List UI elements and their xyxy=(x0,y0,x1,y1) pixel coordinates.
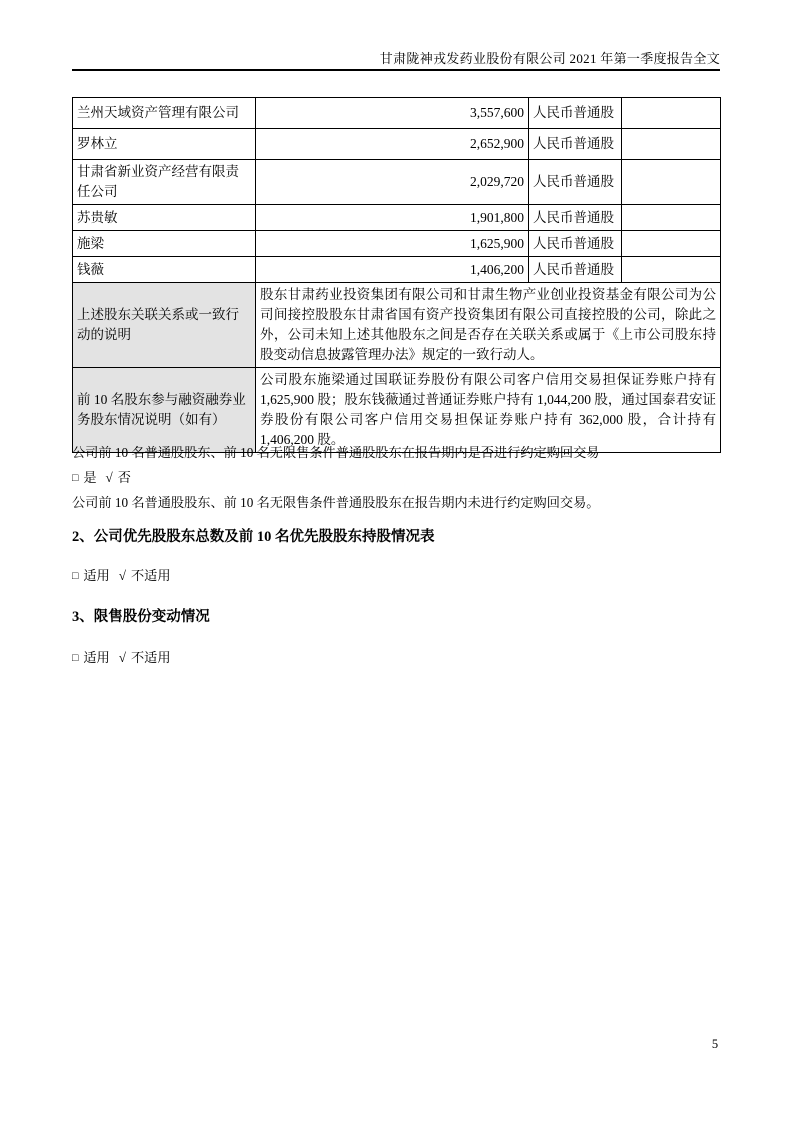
section-2-heading: 2、公司优先股股东总数及前 10 名优先股股东持股情况表 xyxy=(72,529,435,545)
empty-cell xyxy=(622,160,721,205)
shares-count-cell: 2,029,720 xyxy=(256,160,529,205)
shares-count-cell: 1,625,900 xyxy=(256,231,529,257)
section-2-applicability xyxy=(72,567,720,586)
note-content-cell: 公司股东施梁通过国联证券股份有限公司客户信用交易担保证券账户持有 1,625,900 股；股东钱薇通过普通证券账户持有 1,044,200 股，通过国泰君安证券股份有限公司客户信用交易担保证券账户持有 362,000 股，合计持有 1,406,200 股。 xyxy=(256,368,721,453)
document-header xyxy=(72,50,720,67)
note-row-relationship xyxy=(73,283,721,368)
note-label-cell: 前 10 名股东参与融资融券业务股东情况说明（如有） xyxy=(73,368,256,453)
shareholder-name-cell: 施梁 xyxy=(73,231,256,257)
buyback-statement: 公司前 10 名普通股股东、前 10 名无限售条件普通股股东在报告期内未进行约定购回交易。 xyxy=(72,495,600,510)
shares-count-cell: 1,406,200 xyxy=(256,257,529,283)
empty-cell xyxy=(622,98,721,129)
option-yes-label: 是 xyxy=(83,470,97,485)
share-type-cell: 人民币普通股 xyxy=(529,98,622,129)
table-row xyxy=(73,98,721,129)
share-type-cell: 人民币普通股 xyxy=(529,205,622,231)
option-apply-label: 适用 xyxy=(83,650,110,665)
share-type-cell: 人民币普通股 xyxy=(529,257,622,283)
option-no-label: 否 xyxy=(117,470,131,485)
buyback-question: 公司前 10 名普通股股东、前 10 名无限售条件普通股股东在报告期内是否进行约定购回交易 xyxy=(72,445,600,460)
shares-count-cell: 2,652,900 xyxy=(256,129,529,160)
checkbox-unchecked-icon: □ xyxy=(72,653,79,664)
table-row xyxy=(73,129,721,160)
shareholder-name-cell: 罗林立 xyxy=(73,129,256,160)
note-row-margin-trading xyxy=(73,368,721,453)
share-type-cell: 人民币普通股 xyxy=(529,160,622,205)
checkbox-unchecked-icon: □ xyxy=(72,473,79,484)
option-not-apply-label: 不适用 xyxy=(130,568,171,583)
header-divider xyxy=(72,69,720,71)
shares-count-cell: 3,557,600 xyxy=(256,98,529,129)
section-3-applicability xyxy=(72,649,720,668)
buyback-checkline xyxy=(72,469,720,488)
empty-cell xyxy=(622,129,721,160)
table-row xyxy=(73,160,721,205)
empty-cell xyxy=(622,205,721,231)
shareholder-name-cell: 甘肃省新业资产经营有限责任公司 xyxy=(73,160,256,205)
checkbox-unchecked-icon: □ xyxy=(72,571,79,582)
section-3-heading: 3、限售股份变动情况 xyxy=(72,609,210,625)
table-row xyxy=(73,205,721,231)
empty-cell xyxy=(622,231,721,257)
note-content-cell: 股东甘肃药业投资集团有限公司和甘肃生物产业创业投资基金有限公司为公司间接控股股东甘肃省国有资产投资集团有限公司直接控股的公司，除此之外，公司未知上述其他股东之间是否存在关联关系或属于《上市公司股东持股变动信息披露管理办法》规定的一致行动人。 xyxy=(256,283,721,368)
shareholder-table xyxy=(72,97,721,453)
check-mark-icon: √ xyxy=(105,470,113,485)
page-number: 5 xyxy=(711,1037,719,1051)
shares-count-cell: 1,901,800 xyxy=(256,205,529,231)
share-type-cell: 人民币普通股 xyxy=(529,231,622,257)
check-mark-icon: √ xyxy=(118,568,126,583)
header-title: 甘肃陇神戎发药业股份有限公司 2021 年第一季度报告全文 xyxy=(379,51,720,66)
shareholder-name-cell: 苏贵敏 xyxy=(73,205,256,231)
shareholder-name-cell: 钱薇 xyxy=(73,257,256,283)
table-row xyxy=(73,231,721,257)
table-row xyxy=(73,257,721,283)
check-mark-icon: √ xyxy=(118,650,126,665)
share-type-cell: 人民币普通股 xyxy=(529,129,622,160)
note-label-cell: 上述股东关联关系或一致行动的说明 xyxy=(73,283,256,368)
empty-cell xyxy=(622,257,721,283)
option-not-apply-label: 不适用 xyxy=(130,650,171,665)
option-apply-label: 适用 xyxy=(83,568,110,583)
shareholder-name-cell: 兰州天域资产管理有限公司 xyxy=(73,98,256,129)
